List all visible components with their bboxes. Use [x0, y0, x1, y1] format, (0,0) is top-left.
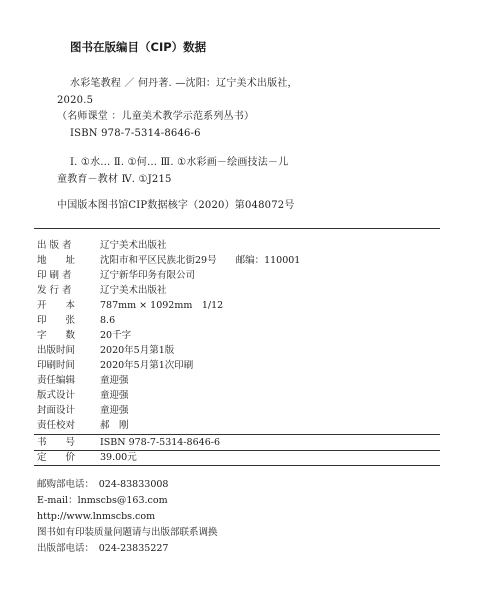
- cip-line-1: 水彩笔教程 ／ 何丹著. —沈阳：辽宁美术出版社，: [70, 78, 298, 89]
- detail-value: 39.00元: [100, 452, 137, 463]
- detail-value: 20千字: [100, 330, 132, 341]
- detail-label: 版式设计: [37, 390, 76, 401]
- contact-note: 图书如有印装质量问题请与出版部联系调换: [37, 527, 218, 538]
- detail-label: 书 号: [37, 437, 76, 448]
- detail-value: 辽宁新华印务有限公司: [100, 270, 196, 281]
- cip-line-3: （名师课堂 ：儿童美术教学示范系列丛书）: [57, 111, 255, 122]
- detail-label: 印 刷 者: [37, 270, 72, 281]
- divider-isbn-top: [34, 434, 440, 435]
- detail-label: 地 址: [37, 255, 76, 266]
- detail-label: 发 行 者: [37, 285, 72, 296]
- detail-publisher: [37, 241, 167, 251]
- detail-label: 出版时间: [37, 345, 76, 356]
- detail-value: 童迎强: [100, 405, 129, 416]
- divider-top: [34, 228, 440, 229]
- divider-price-bottom: [34, 465, 440, 466]
- detail-label: 印刷时间: [37, 360, 76, 371]
- detail-label: 出 版 者: [37, 240, 72, 251]
- contact-website[interactable]: http://www.lnmscbs.com: [37, 511, 156, 522]
- detail-print-date: [37, 361, 193, 371]
- detail-format: [37, 301, 223, 311]
- cip-title: 图书在版编目（CIP）数据: [70, 40, 207, 54]
- detail-value: 辽宁美术出版社: [100, 240, 167, 251]
- detail-label: 封面设计: [37, 405, 76, 416]
- detail-cover-design: [37, 406, 129, 416]
- detail-distributor: [37, 286, 167, 296]
- detail-proofreader: [37, 421, 129, 431]
- detail-value: 辽宁美术出版社: [100, 285, 167, 296]
- detail-value: ISBN 978-7-5314-8646-6: [100, 437, 220, 448]
- cip-isbn-line: ISBN 978-7-5314-8646-6: [70, 128, 201, 139]
- cip-line-6: 童教育－教材 Ⅳ. ①J215: [57, 174, 172, 185]
- cip-line-2: 2020.5: [57, 95, 94, 106]
- cip-number: 中国版本图书馆CIP数据核字（2020）第048072号: [57, 200, 295, 211]
- detail-word-count: [37, 331, 131, 341]
- detail-printer: [37, 271, 195, 281]
- detail-sheets: [37, 316, 115, 326]
- detail-value: 童迎强: [100, 375, 129, 386]
- detail-layout-design: [37, 391, 129, 401]
- detail-value: 787mm × 1092mm 1/12: [100, 300, 224, 311]
- detail-price: [37, 453, 137, 463]
- detail-label: 印 张: [37, 315, 76, 326]
- detail-label: 开 本: [37, 300, 76, 311]
- detail-label: 责任校对: [37, 420, 76, 431]
- detail-value: 8.6: [100, 315, 116, 326]
- detail-label: 定 价: [37, 452, 76, 463]
- contact-email[interactable]: E-mail：lnmscbs@163.com: [37, 495, 168, 506]
- detail-value: 童迎强: [100, 390, 129, 401]
- cip-line-5: Ⅰ. ①水… Ⅱ. ①何… Ⅲ. ①水彩画－绘画技法－儿: [70, 157, 289, 168]
- detail-publish-date: [37, 346, 174, 356]
- detail-label: 字 数: [37, 330, 76, 341]
- detail-value: 郝 刚: [100, 420, 129, 431]
- detail-label: 责任编辑: [37, 375, 76, 386]
- divider-isbn-bottom: [34, 450, 440, 451]
- detail-value: 2020年5月第1次印刷: [100, 360, 194, 371]
- contact-phone: 邮购部电话： 024-83833008: [37, 479, 169, 490]
- detail-isbn: [37, 438, 220, 448]
- detail-value: 沈阳市和平区民族北街29号 邮编：110001: [100, 255, 301, 266]
- contact-dept-phone: 出版部电话： 024-23835227: [37, 543, 169, 554]
- detail-value: 2020年5月第1版: [100, 345, 175, 356]
- detail-editor: [37, 376, 129, 386]
- detail-address: [37, 256, 300, 266]
